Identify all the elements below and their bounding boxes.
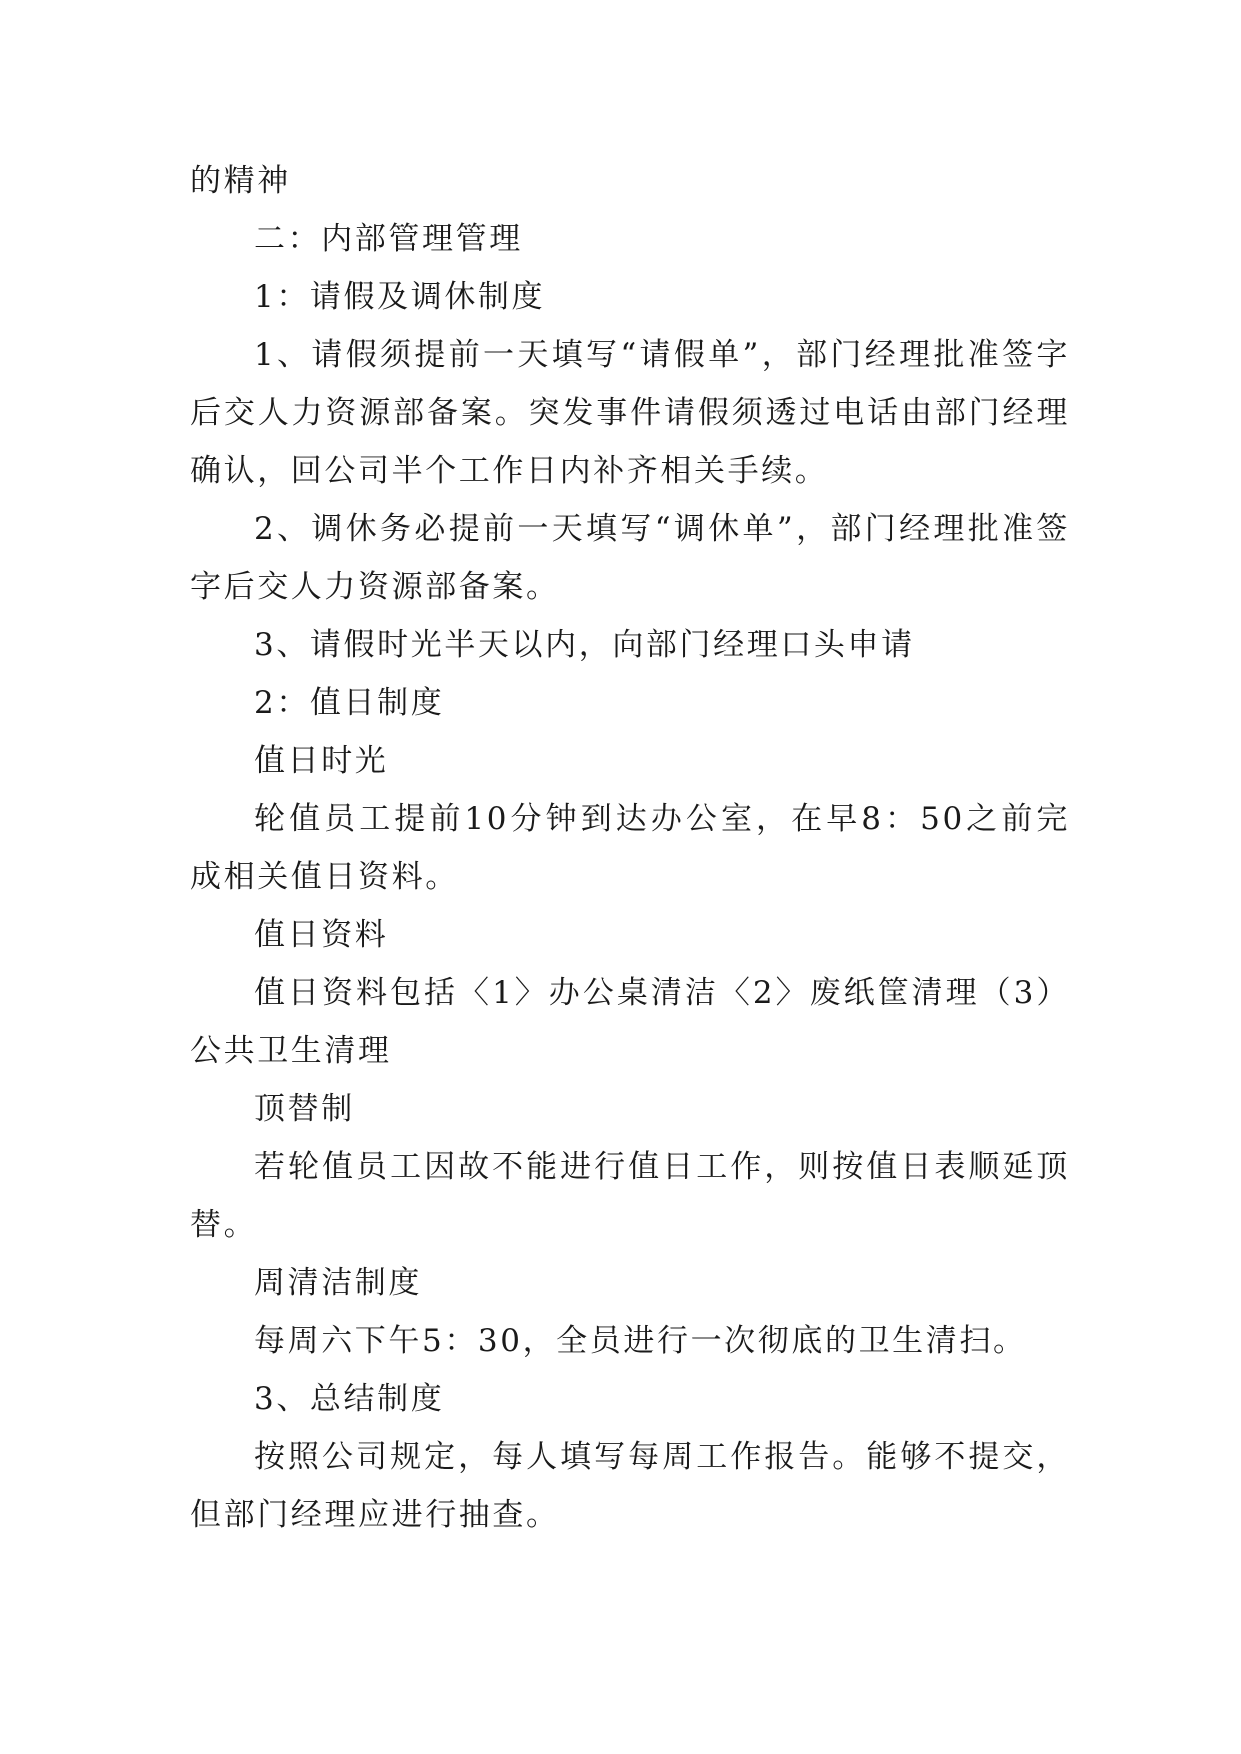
subsection-heading-duty: 2：值日制度 xyxy=(254,685,445,721)
paragraph-leave-rule-2: 2、调休务必提前一天填写“调休单”，部门经理批准签字后交人力资源部备案。 xyxy=(190,511,1070,605)
paragraph-substitution: 若轮值员工因故不能进行值日工作，则按值日表顺延顶替。 xyxy=(190,1149,1070,1243)
heading-duty-content: 值日资料 xyxy=(254,917,389,953)
document-body xyxy=(190,152,1070,1544)
paragraph-summary: 按照公司规定，每人填写每周工作报告。能够不提交，但部门经理应进行抽查。 xyxy=(190,1439,1070,1533)
paragraph-leave-rule-3: 3、请假时光半天以内，向部门经理口头申请 xyxy=(254,627,915,663)
paragraph-leave-rule-1: 1、请假须提前一天填写“请假单”，部门经理批准签字后交人力资源部备案。突发事件请假须透过电话由部门经理确认，回公司半个工作日内补齐相关手续。 xyxy=(190,337,1070,489)
section-heading-internal-management: 二：内部管理管理 xyxy=(254,221,523,257)
paragraph-duty-time: 轮值员工提前10分钟到达办公室，在早8：50之前完成相关值日资料。 xyxy=(190,801,1070,895)
subsection-heading-leave: 1：请假及调休制度 xyxy=(254,279,546,315)
heading-duty-time: 值日时光 xyxy=(254,743,389,779)
heading-weekly-cleaning: 周清洁制度 xyxy=(254,1265,422,1301)
paragraph-1: 的精神 xyxy=(190,163,291,199)
paragraph-duty-content: 值日资料包括〈1〉办公桌清洁〈2〉废纸筐清理（3）公共卫生清理 xyxy=(190,975,1070,1069)
paragraph-weekly-cleaning: 每周六下午5：30，全员进行一次彻底的卫生清扫。 xyxy=(254,1323,1027,1359)
heading-substitution: 顶替制 xyxy=(254,1091,355,1127)
subsection-heading-summary: 3、总结制度 xyxy=(254,1381,445,1417)
